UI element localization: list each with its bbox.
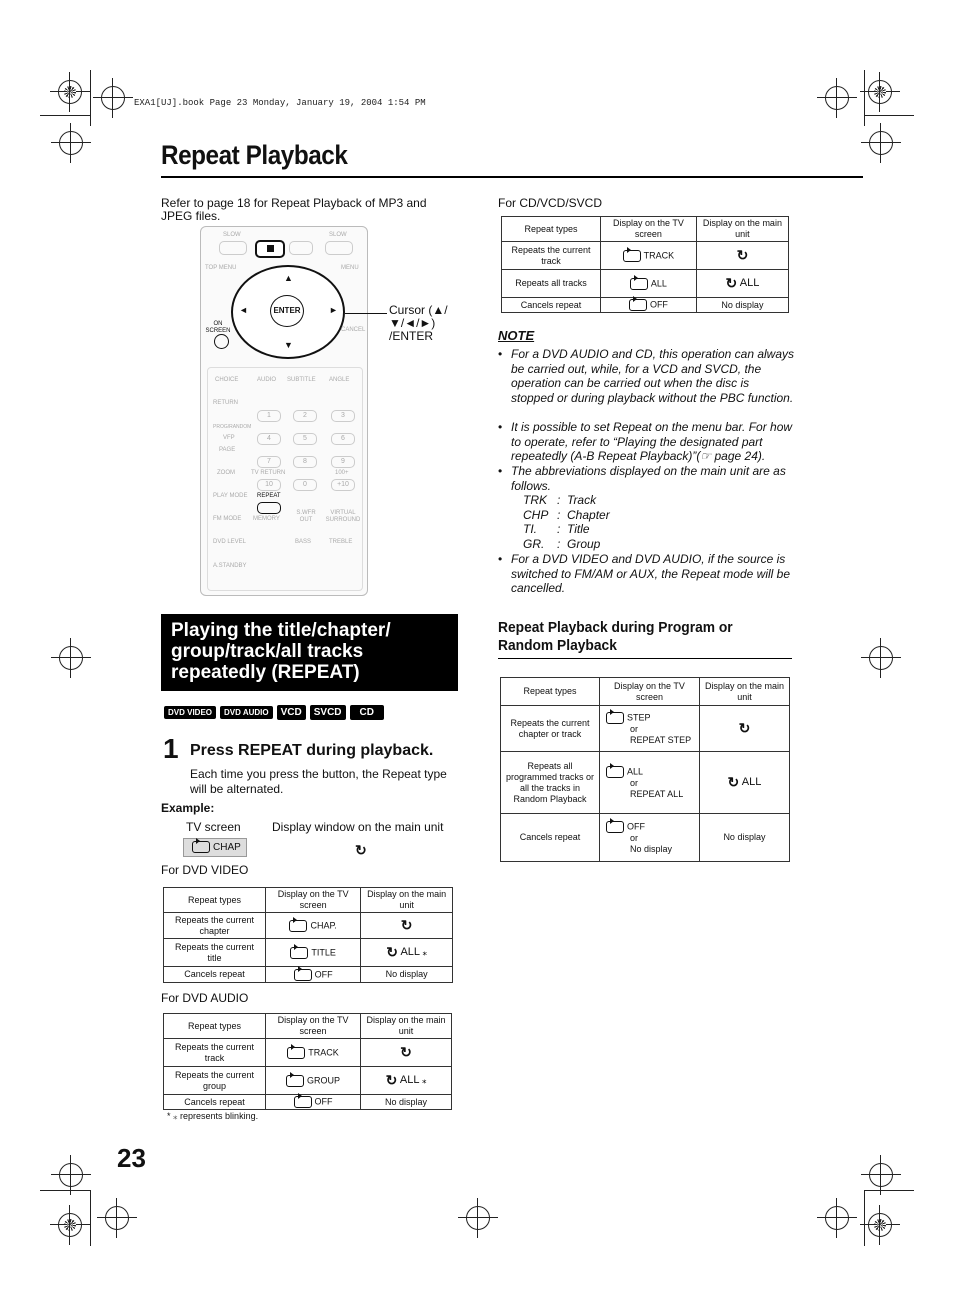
- abbreviation-row: GR. : Group: [523, 536, 601, 551]
- table-header: Repeat types: [164, 1014, 266, 1039]
- on-screen-button: [214, 334, 229, 349]
- svcd-badge: SVCD: [310, 705, 346, 720]
- table-cell: [699, 706, 789, 752]
- num-button: 2: [293, 410, 317, 422]
- num-button: 9: [331, 456, 355, 468]
- num-button: 0: [293, 479, 317, 491]
- table-header: Display on the TV screen: [266, 888, 361, 913]
- remote-label: CHOICE: [215, 377, 239, 383]
- page-title: Repeat Playback: [161, 140, 348, 170]
- registration-mark: [59, 131, 83, 155]
- dvd-video-caption: For DVD VIDEO: [161, 863, 249, 877]
- remote-label: PAGE: [219, 447, 236, 453]
- callout-line: [345, 313, 387, 314]
- table-cell: CHAP.: [266, 913, 361, 939]
- repeat-loop-icon: ↻: [385, 1072, 398, 1089]
- repeat-icon: [623, 250, 641, 262]
- section-heading-repeat: Playing the title/chapter/ group/track/all tracks repeatedly (REPEAT): [161, 614, 458, 691]
- cursor-enter-callout: Cursor (▲/▼/◄/►) /ENTER: [389, 303, 448, 343]
- remote-label: SLOW: [223, 232, 241, 238]
- remote-label: REPEAT: [257, 493, 281, 499]
- remote-label: ZOOM: [217, 470, 235, 476]
- table-cell: OFF: [266, 1095, 361, 1110]
- page-number: 23: [117, 1143, 146, 1173]
- dvd-video-badge: DVD VIDEO: [164, 706, 216, 719]
- registration-mark: [825, 1206, 849, 1230]
- table-cell: [696, 242, 788, 270]
- table-cell: ↻ ALL: [699, 752, 789, 814]
- registration-mark: [825, 86, 849, 110]
- remote-label: PLAY MODE: [213, 493, 248, 499]
- table-cell: Repeats all programmed tracks or all the tracks in Random Playback: [501, 752, 600, 814]
- table-cell: No display: [361, 1095, 452, 1110]
- dvd-audio-badge: DVD AUDIO: [220, 706, 273, 719]
- remote-label: BASS: [295, 539, 312, 545]
- num-button: 1: [257, 410, 281, 422]
- rewind-button: [219, 241, 247, 255]
- num-button: 3: [331, 410, 355, 422]
- file-info-line: EXA1[UJ].book Page 23 Monday, January 19, 2004 1:54 PM: [134, 98, 426, 108]
- example-label: Example:: [161, 801, 215, 815]
- table-cell: ↻ ALL: [696, 270, 788, 298]
- table-cell: Cancels repeat: [502, 298, 601, 313]
- registration-mark: [58, 1213, 82, 1237]
- remote-label: TREBLE: [329, 539, 353, 545]
- note-title: NOTE: [498, 328, 535, 343]
- crop-line: [40, 1190, 90, 1191]
- table-cell: No display: [361, 967, 453, 983]
- cd-vcd-table: [501, 216, 789, 313]
- section-heading-program: Repeat Playback during Program or Random Playback: [498, 619, 733, 654]
- crop-line: [864, 70, 865, 126]
- abbreviation-row: TRK : Track: [523, 493, 597, 507]
- left-arrow-icon: ◄: [239, 305, 248, 315]
- example-tv-label: TV screen: [186, 820, 241, 834]
- repeat-loop-icon: ↻: [355, 842, 367, 858]
- repeat-loop-icon: ↻: [400, 1044, 412, 1061]
- table-cell: STEP or REPEAT STEP: [600, 706, 700, 752]
- title-rule: [161, 176, 863, 178]
- step-number: 1: [163, 733, 179, 764]
- repeat-icon: [286, 1075, 304, 1087]
- table-cell: OFF or No display: [600, 814, 700, 862]
- num-button: 6: [331, 433, 355, 445]
- remote-label: MENU: [341, 265, 359, 271]
- up-arrow-icon: ▲: [284, 273, 293, 283]
- program-table: [500, 677, 790, 862]
- registration-mark: [869, 1163, 893, 1187]
- table-cell: OFF: [601, 298, 697, 313]
- section-rule: [498, 658, 792, 659]
- table-cell: Repeats the current title: [164, 939, 266, 967]
- table-header: Display on the TV screen: [601, 217, 697, 242]
- step-text: Each time you press the button, the Repeat type will be alternated.: [190, 767, 447, 796]
- remote-label: VFP: [223, 435, 235, 441]
- dvd-video-table: [163, 887, 453, 983]
- crop-line: [864, 115, 914, 116]
- repeat-icon: [290, 947, 308, 959]
- vcd-badge: VCD: [277, 705, 306, 720]
- example-main-label: Display window on the main unit: [272, 820, 444, 834]
- remote-label: AUDIO: [257, 377, 277, 383]
- table-header: Display on the TV screen: [266, 1014, 361, 1039]
- enter-button: ENTER: [270, 295, 304, 327]
- blink-icon: ⁎: [419, 1074, 427, 1085]
- table-header: Display on the main unit: [696, 217, 788, 242]
- cd-vcd-caption: For CD/VCD/SVCD: [498, 196, 603, 210]
- registration-mark: [58, 80, 82, 104]
- table-cell: ALL or REPEAT ALL: [600, 752, 700, 814]
- repeat-icon: [289, 920, 307, 932]
- table-cell: Cancels repeat: [164, 967, 266, 983]
- remote-label: FM MODE: [213, 516, 242, 522]
- remote-label: S.WFR OUT: [296, 510, 316, 523]
- table-cell: ↻ ALL ⁎: [361, 1067, 452, 1095]
- repeat-loop-icon: ↻: [738, 720, 751, 737]
- table-cell: Cancels repeat: [164, 1095, 266, 1110]
- table-header: Display on the main unit: [361, 1014, 452, 1039]
- table-cell: Repeats all tracks: [502, 270, 601, 298]
- remote-label: TOP MENU: [205, 265, 237, 271]
- abbreviation-row: CHP : Chapter: [523, 507, 610, 522]
- table-header: Repeat types: [501, 678, 600, 706]
- crop-line: [40, 115, 90, 116]
- table-cell: Repeats the current track: [164, 1039, 266, 1067]
- repeat-icon: [630, 278, 648, 290]
- remote-illustration: [200, 226, 368, 596]
- repeat-loop-icon: ↻: [736, 247, 749, 264]
- repeat-loop-icon: ↻: [386, 944, 398, 961]
- note-item: • It is possible to set Repeat on the menu bar. For how to operate, refer to “Playing the designated part repeatedly (A-B Repeat Playback)”(☞ page 24).: [498, 420, 793, 463]
- repeat-icon: [287, 1047, 305, 1059]
- remote-label: DVD LEVEL: [213, 539, 247, 545]
- down-arrow-icon: ▼: [284, 340, 293, 350]
- dvd-audio-caption: For DVD AUDIO: [161, 991, 249, 1005]
- table-cell: [361, 1039, 452, 1067]
- table-cell: TRACK: [266, 1039, 361, 1067]
- blink-icon: ⁎: [173, 1111, 178, 1121]
- forward-button: [325, 241, 353, 255]
- table-cell: GROUP: [266, 1067, 361, 1095]
- intro-text: Refer to page 18 for Repeat Playback of MP3 and JPEG files.: [161, 196, 427, 223]
- remote-label: RETURN: [213, 400, 238, 406]
- stop-button: [255, 240, 285, 258]
- table-cell: No display: [699, 814, 789, 862]
- num-button: 7: [257, 456, 281, 468]
- note-item: • The abbreviations displayed on the main unit are as follows.: [498, 464, 786, 493]
- disc-badges: [164, 702, 388, 720]
- footnote: * ⁎ represents blinking.: [167, 1111, 259, 1121]
- repeat-loop-icon: ↻: [725, 275, 738, 292]
- repeat-icon: [629, 299, 647, 311]
- table-header: Display on the TV screen: [600, 678, 700, 706]
- repeat-button: [257, 502, 281, 514]
- repeat-icon: [294, 969, 312, 981]
- note-item: • For a DVD AUDIO and CD, this operation can always be carried out, while, for a VCD and SVCD, the operation can be carried out when the disc is stopped or during playback without the PBC function.: [498, 347, 795, 405]
- registration-mark: [101, 86, 125, 110]
- remote-label: SLOW: [329, 232, 347, 238]
- abbreviation-row: TI. : Title: [523, 522, 590, 536]
- table-cell: OFF: [266, 967, 361, 983]
- table-header: Display on the main unit: [361, 888, 453, 913]
- note-item: • For a DVD VIDEO and DVD AUDIO, if the source is switched to FM/AM or AUX, the Repeat mode will be cancelled.: [498, 552, 790, 595]
- repeat-loop-icon: ↻: [727, 774, 740, 791]
- table-header: Display on the main unit: [699, 678, 789, 706]
- table-cell: Cancels repeat: [501, 814, 600, 862]
- num-button: 4: [257, 433, 281, 445]
- step-title: Press REPEAT during playback.: [190, 742, 434, 759]
- repeat-icon: [606, 821, 624, 833]
- crop-line: [864, 1190, 914, 1191]
- num-button: 5: [293, 433, 317, 445]
- repeat-icon: [606, 712, 624, 724]
- remote-label: PROG/RANDOM: [213, 424, 252, 430]
- repeat-icon: [606, 766, 624, 778]
- cursor-pad: [231, 265, 345, 359]
- table-cell: Repeats the current chapter: [164, 913, 266, 939]
- remote-label: MEMORY: [253, 516, 280, 522]
- table-header: Repeat types: [502, 217, 601, 242]
- num-button: 8: [293, 456, 317, 468]
- remote-label: CANCEL: [341, 327, 366, 333]
- table-cell: Repeats the current track: [502, 242, 601, 270]
- num-button: +10: [331, 479, 355, 491]
- crop-line: [90, 1190, 91, 1246]
- remote-label: VIRTUAL SURROUND: [325, 510, 361, 523]
- example-tv-display: [183, 838, 247, 857]
- remote-label: 100+: [335, 470, 349, 476]
- registration-mark: [869, 646, 893, 670]
- dvd-audio-table: [163, 1013, 452, 1110]
- remote-label: ON SCREEN: [205, 321, 231, 334]
- repeat-loop-icon: ↻: [400, 917, 413, 934]
- crop-line: [90, 70, 91, 126]
- remote-label: A.STANDBY: [213, 563, 247, 569]
- registration-mark: [59, 1163, 83, 1187]
- pause-button: [289, 241, 313, 255]
- repeat-icon: [192, 841, 210, 853]
- table-cell: ALL: [601, 270, 697, 298]
- registration-mark: [868, 80, 892, 104]
- remote-label: SUBTITLE: [287, 377, 316, 383]
- table-cell: [361, 913, 453, 939]
- registration-mark: [869, 131, 893, 155]
- registration-mark: [105, 1206, 129, 1230]
- table-cell: ↻ ALL ⁎: [361, 939, 453, 967]
- registration-mark: [466, 1206, 490, 1230]
- example-tv-value: CHAP: [213, 842, 241, 853]
- right-arrow-icon: ►: [329, 305, 338, 315]
- num-button: 10: [257, 479, 281, 491]
- table-cell: TRACK: [601, 242, 697, 270]
- registration-mark: [59, 646, 83, 670]
- table-cell: Repeats the current chapter or track: [501, 706, 600, 752]
- remote-label: ANGLE: [329, 377, 350, 383]
- remote-label: TV RETURN: [251, 470, 286, 476]
- table-cell: Repeats the current group: [164, 1067, 266, 1095]
- registration-mark: [868, 1213, 892, 1237]
- table-header: Repeat types: [164, 888, 266, 913]
- crop-line: [864, 1190, 865, 1246]
- table-cell: No display: [696, 298, 788, 313]
- abbreviation-list: [523, 493, 610, 551]
- blink-icon: ⁎: [420, 946, 428, 957]
- repeat-icon: [294, 1096, 312, 1108]
- cd-badge: CD: [350, 705, 384, 720]
- table-cell: TITLE: [266, 939, 361, 967]
